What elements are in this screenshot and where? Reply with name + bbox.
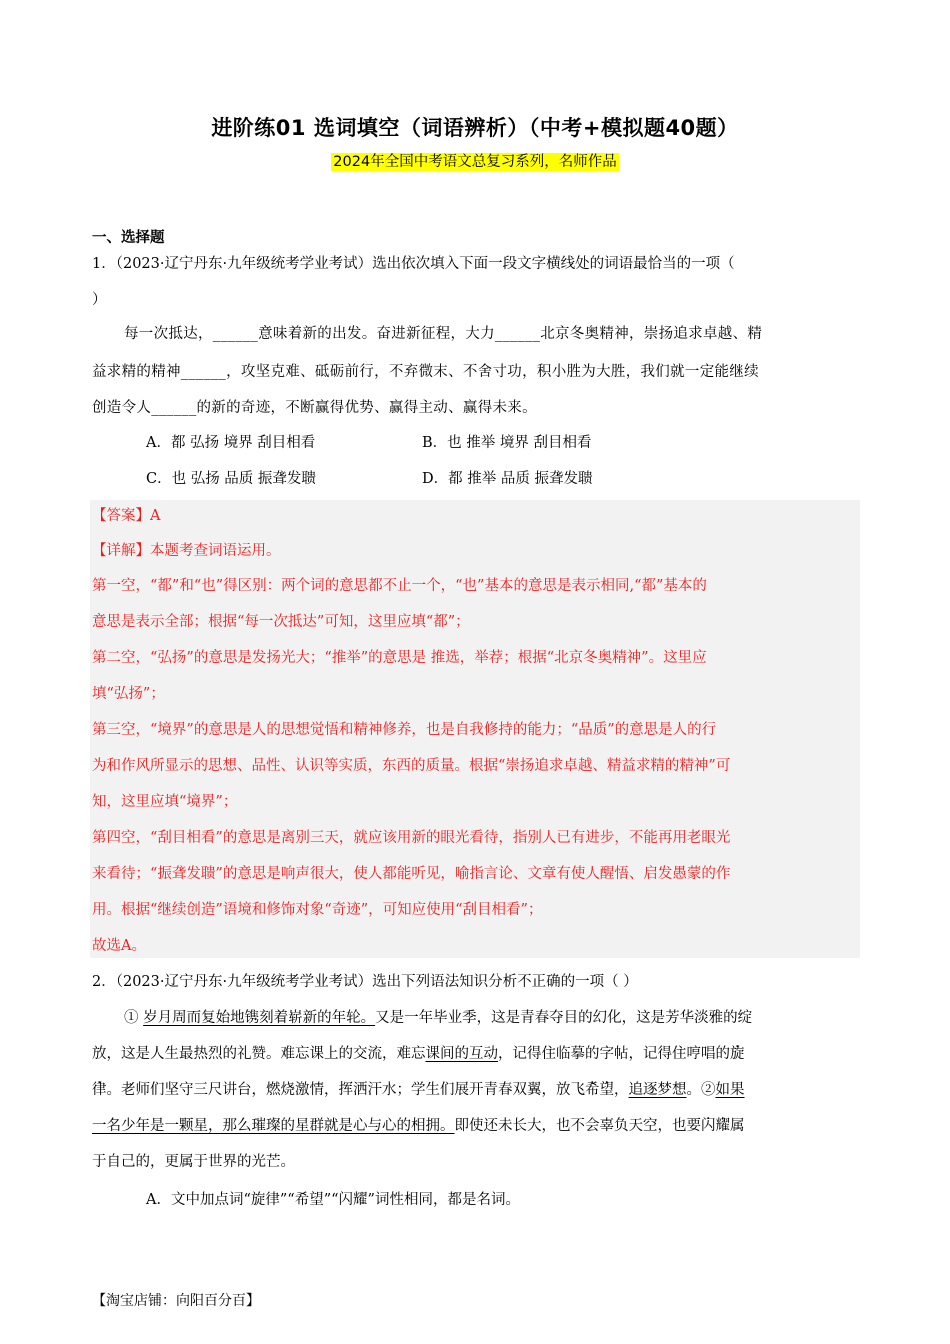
q2-text: ，记得住临摹的字帖，记得住哼唱的	[498, 1046, 730, 1062]
q2-underlined-phrase: 课间的互动	[425, 1046, 498, 1062]
q2-underlined-phrase: 追逐梦想	[628, 1082, 687, 1098]
q2-text: 属	[730, 1118, 745, 1134]
q1-explain-line: 第三空，“境界”的意思是人的思想觉悟和精神修养，也是自我修持的能力；“品质”的意思是人的行	[92, 722, 717, 738]
page-title: 进阶练01 选词填空（词语辨析）（中考+模拟题40题）	[211, 116, 739, 140]
q2-stem: 2．（2023·辽宁丹东·九年级统考学业考试）选出下列语法知识分析不正确的一项（ ）	[92, 974, 638, 990]
q2-sentence-2: 一名少年是一颗星，那么璀璨的星群就是心与心的相拥。	[92, 1118, 455, 1134]
q2-sentence-2-start: 如果	[715, 1082, 745, 1098]
q2-dotted-char: 律	[92, 1082, 107, 1098]
q2-marker-1: ①	[124, 1010, 139, 1026]
page-footer: 【淘宝店铺：向阳百分百】	[92, 1293, 260, 1309]
q1-passage-line1: 每一次抵达，______意味着新的出发。奋进新征程，大力______北京冬奥精神，崇扬追求卓越、精	[124, 326, 763, 342]
q2-text: ，	[614, 1082, 629, 1098]
q1-explain-line: 用。根据“继续创造”语境和修饰对象“奇迹”，可知应使用“刮目相看”；	[92, 902, 543, 918]
q1-answer: 【答案】A	[92, 508, 161, 524]
q1-option-c: C．也 弘扬 品质 振聋发聩	[146, 471, 316, 487]
q1-option-d: D．都 推举 品质 振聋发聩	[422, 471, 593, 487]
q2-text: 。老师们坚守三尺讲台，燃烧激情，挥洒汗水；学生们展开青春双翼，放飞	[106, 1082, 585, 1098]
q1-explain-line: 知，这里应填“境界”；	[92, 794, 238, 810]
q2-dotted-char: 旋	[730, 1046, 745, 1062]
q2-option-a: A．文中加点词“旋律”“希望”“闪耀”词性相同，都是名词。	[146, 1192, 520, 1208]
q2-passage-line4	[92, 1116, 745, 1136]
q1-explain-line: 第一空，“都”和“也”得区别：两个词的意思都不止一个，“也”基本的意思是表示相同,“都”基本的	[92, 578, 707, 594]
q1-passage-line2: 益求精的精神______，攻坚克难、砥砺前行，不弃微末、不舍寸功，积小胜为大胜，我们就一定能继续	[92, 364, 759, 380]
q1-explain-line: 填“弘扬”；	[92, 686, 165, 702]
q1-explain-line: 第二空，“弘扬”的意思是发扬光大；“推举”的意思是 推选，举荐；根据“北京冬奥精神”。这里应	[92, 650, 707, 666]
q1-option-b: B．也 推举 境界 刮目相看	[422, 435, 592, 451]
q1-explain-line: 来看待；“振聋发聩”的意思是响声很大，使人都能听见，喻指言论、文章有使人醒悟、启发愚蒙的作	[92, 866, 731, 882]
q2-text: 。②	[686, 1082, 716, 1098]
q2-dotted-char: 希	[585, 1082, 600, 1098]
q2-dotted-char: 闪	[701, 1118, 716, 1134]
q2-passage-line3	[92, 1080, 745, 1100]
q1-explain-line: 为和作风所显示的思想、品性、认识等实质，东西的质量。根据“崇扬追求卓越、精益求精的精神”可	[92, 758, 731, 774]
section-heading: 一、选择题	[92, 230, 165, 246]
q1-explain-line: 意思是表示全部；根据“每一次抵达”可知，这里应填“都”；	[92, 614, 470, 630]
q2-passage-line1	[124, 1008, 752, 1028]
q1-stem-line1: 1．（2023·辽宁丹东·九年级统考学业考试）选出依次填入下面一段文字横线处的词语最恰当的一项（	[92, 256, 735, 272]
q1-passage-line3: 创造令人______的新的奇迹，不断赢得优势、赢得主动、赢得未来。	[92, 400, 537, 416]
q1-explain-line: 故选A。	[92, 938, 146, 954]
q2-sentence-1: 岁月周而复始地镌刻着崭新的年轮。	[143, 1010, 376, 1026]
q2-text: 即使还未长大，也不会辜负天空，也要	[454, 1118, 701, 1134]
q1-option-a: A．都 弘扬 境界 刮目相看	[146, 435, 316, 451]
q1-explain-line: 第四空，“刮目相看”的意思是离别三天，就应该用新的眼光看待，指别人已有进步，不能再用老眼光	[92, 830, 731, 846]
q1-detail: 【详解】本题考查词语运用。	[92, 543, 281, 559]
page-subtitle	[0, 150, 950, 171]
q2-passage-line5: 于自己的，更属于世界的光芒。	[92, 1154, 295, 1170]
subtitle-highlight: 2024年全国中考语文总复习系列，名师作品	[333, 154, 617, 170]
q2-text: 放，这是人生最热烈的礼赞。难忘课上的交流，难忘	[92, 1046, 426, 1062]
q1-stem-line2: ）	[92, 292, 107, 308]
q2-dotted-char: 望	[599, 1082, 614, 1098]
q2-text: 又是一年毕业季，这是青春夺目的幻化，这是芳华淡雅的绽	[375, 1010, 753, 1026]
q2-dotted-char: 耀	[715, 1118, 730, 1134]
q2-passage-line2	[92, 1044, 745, 1064]
